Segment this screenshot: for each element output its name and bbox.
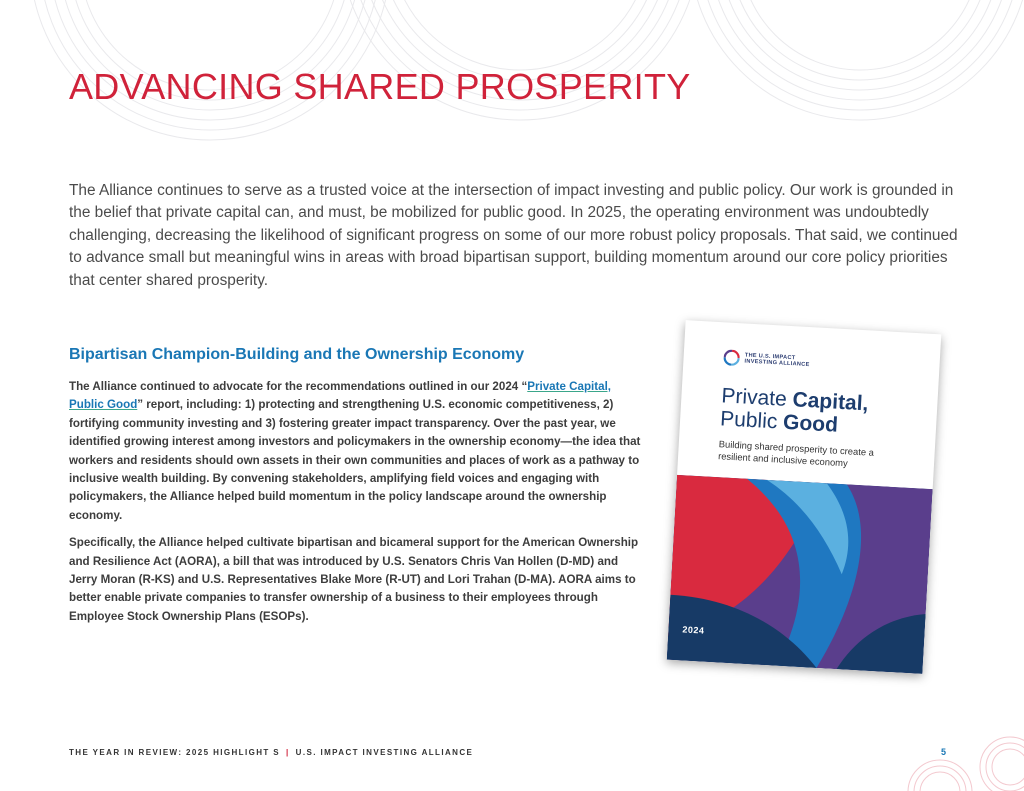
page-title: ADVANCING SHARED PROSPERITY bbox=[69, 66, 691, 107]
footer bbox=[69, 748, 473, 757]
corner-arc-decoration bbox=[900, 712, 1024, 791]
alliance-logo-icon bbox=[723, 349, 740, 366]
section-heading: Bipartisan Champion-Building and the Ownership Economy bbox=[69, 346, 525, 363]
footer-separator: | bbox=[286, 748, 290, 757]
paragraph-aora: Specifically, the Alliance helped cultivate bipartisan and bicameral support for the American Ownership and Resilience Act (AORA), a bill that was introduced by U.S. Senators Chris Van Hollen (D-MD) and Jerry Moran (R-KS) and U.S. Representatives Blake More (R-UT) and Lori Trahan (D-MA). AORA aims to better enable private companies to transfer ownership of a business to their employees through Employee Stock Ownership Plans (ESOPs). bbox=[69, 536, 639, 623]
cover-title-line1-bold: Capital, bbox=[791, 388, 869, 416]
section-body bbox=[69, 378, 649, 635]
cover-title-line2-bold: Good bbox=[782, 410, 839, 437]
cover-year: 2024 bbox=[682, 624, 705, 636]
footer-organization: U.S. IMPACT INVESTING ALLIANCE bbox=[295, 748, 474, 757]
cover-org-name: THE U.S. IMPACT INVESTING ALLIANCE bbox=[744, 352, 810, 369]
paragraph-report-recommendations bbox=[69, 378, 649, 525]
paragraph-text-after-link: ” report, including: 1) protecting and strengthening U.S. economic competitiveness, 2) fortifying community investing and 3) fostering greater impact transparency. Over the past year, we identified growing interest among investors and policymakers in the ownership economy—the idea that workers and residents should own assets in their own communities and places of work as a pathway to inclusive wealth building. By convening stakeholders, amplifying field voices and engaging with policymakers, the Alliance helped build momentum in the policy landscape around the ownership economy. bbox=[69, 398, 641, 522]
page-number: 5 bbox=[941, 747, 947, 757]
cover-title bbox=[720, 384, 869, 438]
paragraph-text-before-link: The Alliance continued to advocate for the recommendations outlined in our 2024 “ bbox=[69, 380, 528, 393]
cover-abstract-art bbox=[667, 475, 933, 674]
report-link[interactable]: Private Capital, Public Good bbox=[69, 380, 612, 412]
intro-paragraph: The Alliance continues to serve as a trusted voice at the intersection of impact investing and public policy. Our work is grounded in the belief that private capital can, and must, be mobilized for public good. In 2025, the operating environment was undoubtedly challenging, decreasing the likelihood of significant progress on some of our more robust policy proposals. That said, we continued to advance small but meaningful wins in areas with broad bipartisan support, building momentum around our core policy priorities that center shared prosperity. bbox=[69, 182, 958, 289]
footer-publication: THE YEAR IN REVIEW: 2025 HIGHLIGHT S bbox=[69, 748, 281, 757]
cover-logo bbox=[723, 349, 825, 371]
cover-subtitle: Building shared prosperity to create a resilient and inclusive economy bbox=[717, 438, 875, 469]
report-cover-image bbox=[667, 320, 942, 674]
cover-title-line2: Public bbox=[719, 407, 784, 434]
cover-title-line1: Private bbox=[720, 384, 794, 412]
